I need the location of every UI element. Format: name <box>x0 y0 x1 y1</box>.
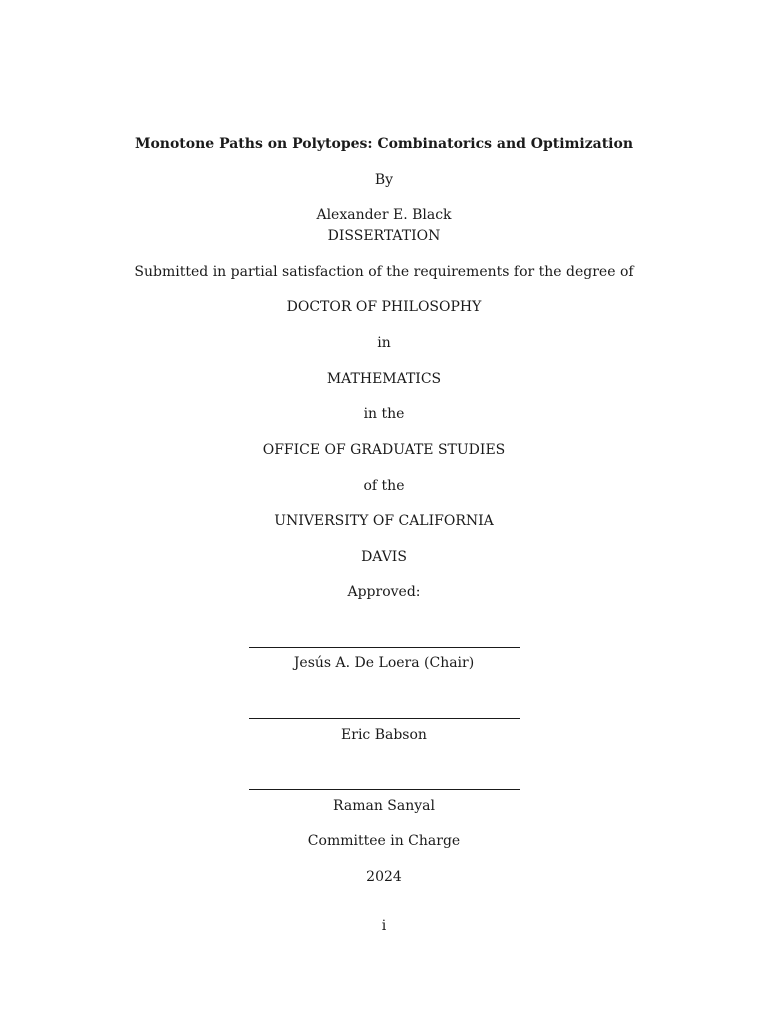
office-name: OFFICE OF GRADUATE STUDIES <box>262 442 506 458</box>
year: 2024 <box>366 869 402 885</box>
in-the-label: in the <box>363 406 405 422</box>
signature-line-1 <box>249 647 520 648</box>
degree-name: DOCTOR OF PHILOSOPHY <box>286 299 482 315</box>
page-number: i <box>381 918 387 934</box>
author-name: Alexander E. Black <box>316 207 452 223</box>
campus-name: DAVIS <box>361 549 407 565</box>
document-type: DISSERTATION <box>327 228 441 244</box>
dissertation-title: Monotone Paths on Polytopes: Combinatorics and Optimization <box>134 136 634 152</box>
signature-line-3 <box>249 789 520 790</box>
by-label: By <box>374 172 394 188</box>
committee-member-2: Eric Babson <box>341 727 427 743</box>
committee-member-1: Jesús A. De Loera (Chair) <box>293 655 475 671</box>
signature-line-2 <box>249 718 520 719</box>
university-name: UNIVERSITY OF CALIFORNIA <box>274 513 494 529</box>
of-the-label: of the <box>363 478 405 494</box>
in-label: in <box>377 335 391 351</box>
committee-member-3: Raman Sanyal <box>333 798 435 814</box>
submission-statement: Submitted in partial satisfaction of the requirements for the degree of <box>134 264 634 280</box>
field-name: MATHEMATICS <box>326 371 442 387</box>
approved-label: Approved: <box>347 584 421 600</box>
committee-label: Committee in Charge <box>307 833 461 849</box>
